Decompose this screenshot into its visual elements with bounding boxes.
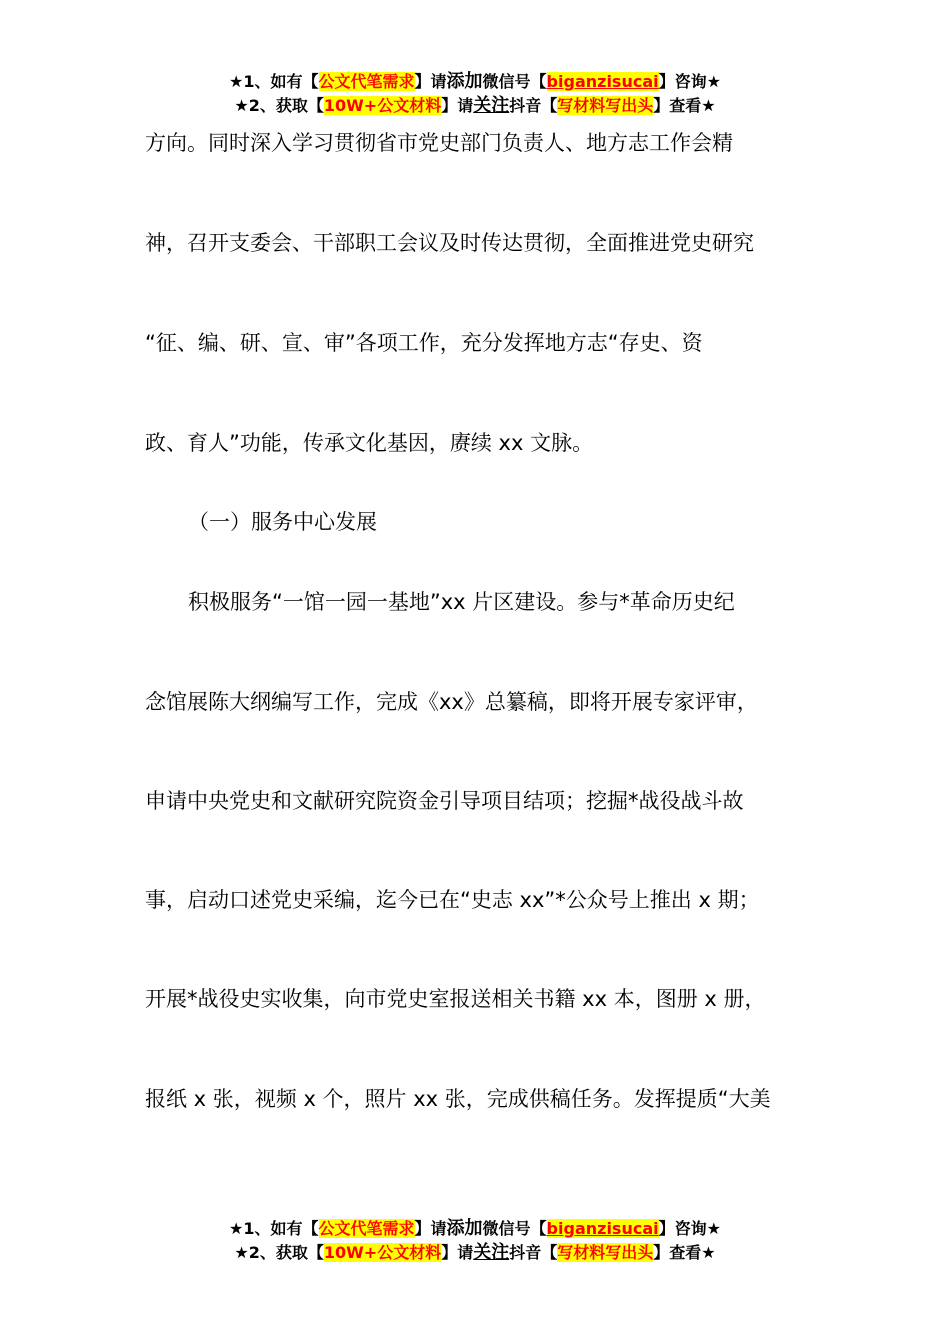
footer-line-2-highlight-materials: 10W+公文材料 (323, 1243, 442, 1262)
header-line-2-highlight-materials: 10W+公文材料 (323, 96, 442, 115)
footer-line-1-text: 】请 (414, 1219, 447, 1238)
body-line-6: 积极服务“一馆一园一基地”xx 片区建设。参与*革命历史纪 (188, 590, 735, 614)
footer-line-2-highlight-account: 写材料写出头 (557, 1243, 654, 1262)
footer-banner (0, 1217, 950, 1265)
header-line-1-text-2: 微信号【 (482, 72, 547, 91)
footer-line-1-prefix: ★1、如有【 (229, 1219, 319, 1238)
header-line-1-prefix: ★1、如有【 (229, 72, 319, 91)
header-line-2-suffix: 】查看★ (653, 96, 716, 115)
header-line-2-text-2: 抖音【 (509, 96, 558, 115)
footer-line-2-suffix: 】查看★ (653, 1243, 716, 1262)
header-line-2-highlight-account: 写材料写出头 (557, 96, 654, 115)
header-line-1-emphasis: 添加 (446, 71, 483, 92)
body-line-4: 政、育人”功能，传承文化基因，赓续 xx 文脉。 (145, 431, 594, 455)
footer-line-1-highlight-service: 公文代笔需求 (318, 1219, 415, 1238)
footer-line-1-suffix: 】咨询★ (658, 1219, 721, 1238)
header-line-1 (0, 70, 950, 94)
body-line-7: 念馆展陈大纲编写工作，完成《xx》总纂稿，即将开展专家评审， (145, 690, 758, 714)
header-line-2-emphasis: 关注 (473, 95, 510, 116)
body-line-2: 神，召开支委会、干部职工会议及时传达贯彻，全面推进党史研究 (145, 231, 754, 255)
body-line-8: 申请中央党史和文献研究院资金引导项目结项；挖掘*战役战斗故 (145, 789, 744, 813)
footer-line-1-emphasis: 添加 (446, 1218, 483, 1239)
header-line-1-suffix: 】咨询★ (658, 72, 721, 91)
footer-line-2-text: 】请 (441, 1243, 474, 1262)
header-banner (0, 70, 950, 118)
header-line-1-highlight-service: 公文代笔需求 (318, 72, 415, 91)
header-line-2-prefix: ★2、获取【 (234, 96, 324, 115)
body-line-10: 开展*战役史实收集，向市党史室报送相关书籍 xx 本，图册 x 册， (145, 987, 766, 1011)
footer-line-2 (0, 1241, 950, 1265)
section-heading: （一）服务中心发展 (188, 510, 377, 534)
body-line-9: 事，启动口述党史采编，迄今已在“史志 xx”*公众号上推出 x 期； (145, 888, 760, 912)
footer-line-1-text-2: 微信号【 (482, 1219, 547, 1238)
header-line-2-text: 】请 (441, 96, 474, 115)
header-line-2 (0, 94, 950, 118)
footer-line-2-emphasis: 关注 (473, 1242, 510, 1263)
header-wechat-id-link[interactable]: biganzisucai (546, 72, 659, 91)
body-line-1: 方向。同时深入学习贯彻省市党史部门负责人、地方志工作会精 (145, 131, 733, 155)
footer-line-2-prefix: ★2、获取【 (234, 1243, 324, 1262)
footer-wechat-id-link[interactable]: biganzisucai (546, 1219, 659, 1238)
body-line-3: “征、编、研、宣、审”各项工作，充分发挥地方志“存史、资 (145, 331, 703, 355)
footer-line-2-text-2: 抖音【 (509, 1243, 558, 1262)
footer-line-1 (0, 1217, 950, 1241)
header-line-1-text: 】请 (414, 72, 447, 91)
body-line-11: 报纸 x 张，视频 x 个，照片 xx 张，完成供稿任务。发挥提质“大美 (145, 1087, 771, 1111)
